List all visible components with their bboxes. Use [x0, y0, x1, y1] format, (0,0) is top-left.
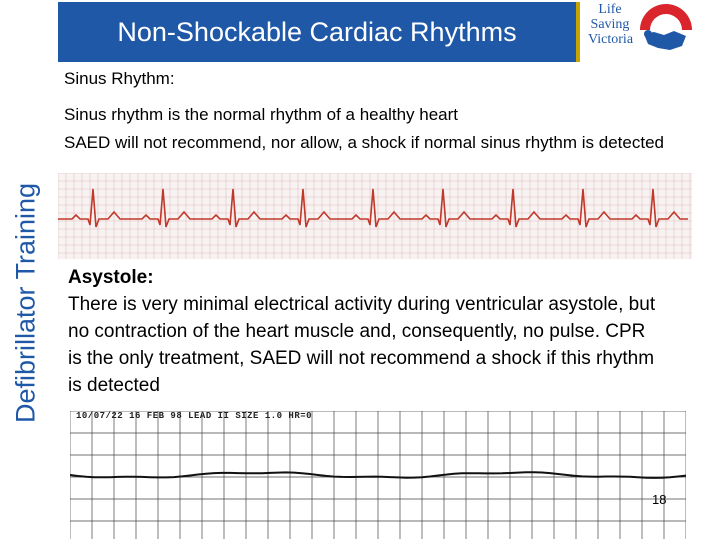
asystole-section: [68, 264, 658, 399]
logo-text-line1: Life: [598, 2, 622, 17]
asystole-ecg-strip: [70, 411, 686, 539]
sinus-heading: Sinus Rhythm:: [64, 69, 175, 88]
title-banner: [58, 2, 580, 62]
ecg-strip-header: 10/07/22 16 FEB 98 LEAD II SIZE 1.0 HR=0: [76, 411, 313, 421]
asystole-ecg-grid: [70, 411, 686, 539]
sinus-body: [64, 104, 704, 160]
logo-emblem-icon: [634, 4, 710, 56]
sinus-rhythm-ecg-strip: [58, 173, 692, 259]
asystole-body: There is very minimal electrical activity during ventricular asystole, but no contraction of the heart muscle and, consequently, no pulse. CPR is the only treatment, SAED will not recommend a shock if this rhythm is detected: [68, 294, 656, 396]
life-saving-victoria-logo: [588, 2, 714, 58]
sinus-line-1: Sinus rhythm is the normal rhythm of a healthy heart: [64, 105, 459, 124]
page-number: 18: [652, 492, 667, 507]
sinus-line-2: SAED will not recommend, nor allow, a shock if normal sinus rhythm is detected: [64, 133, 664, 152]
sidebar: [0, 63, 52, 540]
top-bar: [0, 0, 720, 63]
side-label: Defibrillator Training: [10, 182, 41, 424]
slide-title: Non-Shockable Cardiac Rhythms: [117, 16, 517, 47]
logo-text: [588, 2, 632, 47]
asystole-heading: Asystole:: [68, 267, 154, 288]
logo-text-line2: Saving: [590, 17, 630, 32]
logo-text-line3: Victoria: [588, 32, 634, 47]
